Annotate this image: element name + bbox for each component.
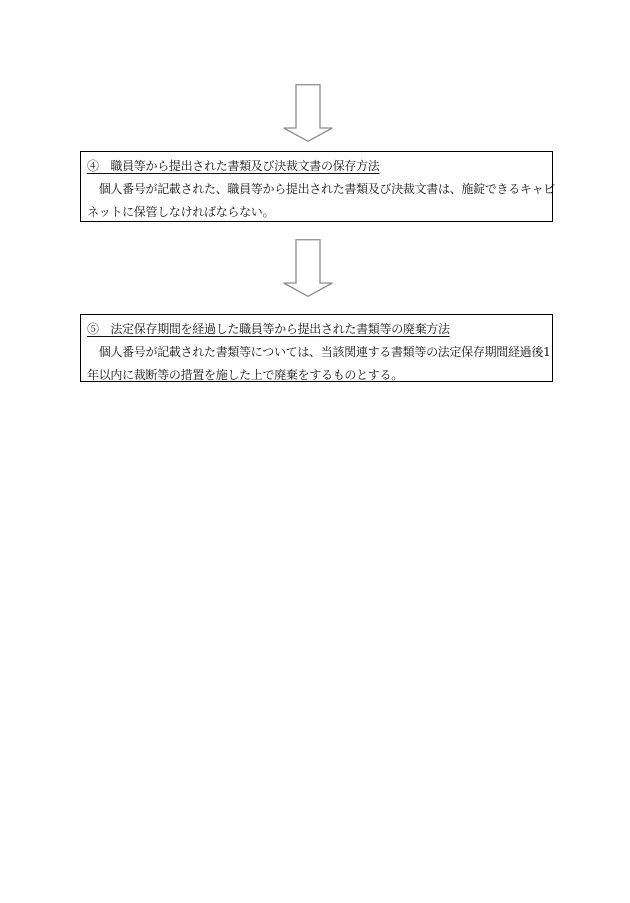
down-block-arrow-icon [283, 84, 333, 142]
step-title: ④ 職員等から提出された書類及び決裁文書の保存方法 [87, 159, 380, 173]
step-body-line: 個人番号が記載された、職員等から提出された書類及び決裁文書は、施錠できるキャビ [87, 182, 556, 196]
step-title: ⑤ 法定保存期間を経過した職員等から提出された書類等の廃棄方法 [87, 322, 450, 336]
step-box-disposal-method [80, 314, 553, 382]
down-block-arrow-icon [283, 239, 333, 297]
step-body-line: ネットに保管しなければならない。 [87, 205, 275, 219]
step-body-line: 年以内に裁断等の措置を施した上で廃棄をするものとする。 [87, 368, 403, 382]
step-box-storage-method [80, 151, 556, 222]
step-body-line: 個人番号が記載された書類等については、当該関連する書類等の法定保存期間経過後1 [87, 345, 551, 359]
